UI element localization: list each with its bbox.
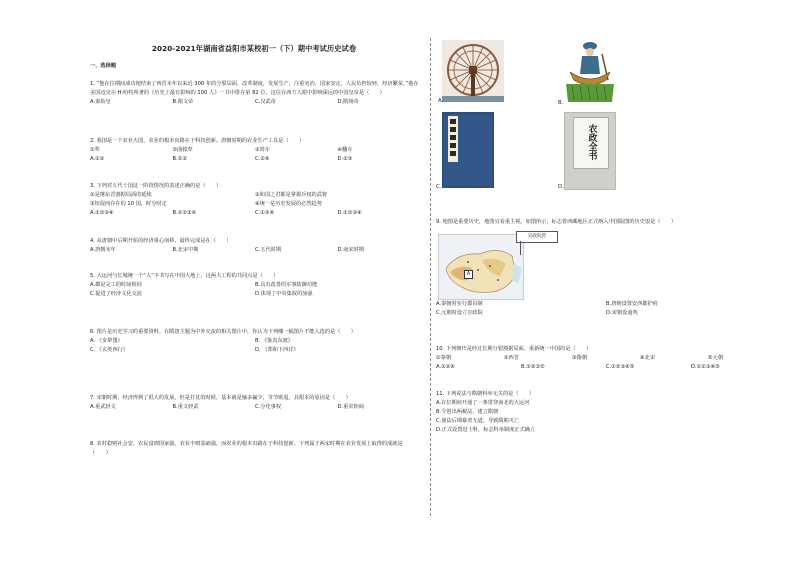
exam-title: 2020-2021年湖南省益阳市某校初一（下）期中考试历史试卷 (151, 44, 357, 53)
items-row (436, 354, 776, 363)
option-d[interactable]: D.体现了中央集权的加强 (255, 291, 313, 297)
question-10 (436, 345, 776, 372)
option-a[interactable]: A.唐朝末年 (90, 247, 116, 253)
option-a[interactable]: A. 《步辇图》 (90, 338, 123, 344)
map-image (438, 234, 524, 300)
options-row (90, 98, 420, 107)
question-7 (90, 394, 420, 412)
option-label: B. (558, 100, 564, 106)
item: ②曲辕犁 (172, 147, 193, 153)
option-b[interactable]: B.北宋中期 (172, 247, 199, 253)
question-stem: 2. 我国是一个农业大国，农业的根本出路在于科技创新。唐朝时期的农业生产工具是（ ） (90, 138, 305, 144)
question-stem: 5. 大运河与长城统一个“人”字书写在中国大地上，这两大工程的共同点是（ ） (90, 273, 279, 279)
item: ④翻车 (337, 147, 353, 153)
item: ④北宋 (640, 355, 656, 361)
option-b[interactable]: B.令创出两税法，建立隋朝 (436, 409, 499, 415)
option-c[interactable]: C.①②③④⑤ (606, 364, 635, 370)
option-c[interactable]: C. 《玄奘西行》 (90, 347, 129, 353)
question-9 (436, 218, 776, 227)
option-d[interactable]: D.①②③④ (337, 210, 362, 216)
question-9-options (436, 300, 776, 318)
image-option-a[interactable] (438, 40, 504, 104)
question-stem: 6. 图片是历史学习的重要资料。在隋唐主题为中外交流的相关图片中，你认为下列哪一幅图片不能入选的是（ ） (90, 329, 356, 335)
question-6 (90, 328, 420, 355)
item: ②和国之君都是掌握兵权的武将 (255, 192, 328, 198)
options-row (90, 246, 420, 255)
question-stem: 9. 地图是重要历史，地图宜看重主视。如图所示，标志着西藏地区正式纳入中国版图的历史很是（ ） (436, 219, 677, 225)
farmer-boat-icon (564, 40, 616, 104)
option-d[interactable]: D.南宋时期 (337, 247, 364, 253)
options-row (436, 363, 776, 372)
option-b[interactable]: B. 《鉴真东渡》 (255, 338, 293, 344)
option-a[interactable]: A.①② (90, 156, 105, 162)
option-b[interactable]: B.具有改善的军事防御功能 (255, 282, 318, 288)
options-row (90, 281, 420, 299)
question-3 (90, 182, 420, 218)
question-stem: 10. 下列朝代是经过长期分裂割据局面，重新统一中国的是（ ） (436, 346, 592, 352)
option-a[interactable]: A.都是完工的时间相同 (90, 282, 142, 288)
option-c[interactable]: C.使法后期暴虐无道，导致隋朝灭亡 (436, 418, 520, 424)
option-a[interactable]: A.秦始皇 (90, 99, 111, 105)
option-c[interactable]: C.汉武帝 (255, 99, 276, 105)
option-c[interactable]: C.②④ (255, 156, 270, 162)
option-a[interactable]: A.①②④ (436, 364, 456, 370)
question-stem: 11. 下列说法与隋朝科举无关的是（ ） (436, 391, 535, 397)
item: ②西晋 (504, 355, 520, 361)
question-8 (90, 440, 420, 458)
items-row (90, 191, 420, 209)
item: ③筒车 (255, 147, 271, 153)
image-option-b[interactable] (558, 40, 616, 106)
item: ③短促而存在的 10 国，时分时定 (90, 201, 167, 207)
option-label: A. (438, 98, 444, 104)
question-stem: 7. 宋朝时期，经济得到了很大的发展，但是打仗的时候，基本就是输多赢少，节节败退，其根本的原因是（ ） (90, 395, 351, 401)
option-d[interactable]: D.隋炀帝 (337, 99, 359, 105)
book-title-box (573, 117, 609, 169)
option-d[interactable]: D.②③ (337, 156, 353, 162)
question-stem: 3. 下列对五代十国这一阶段情况的表述正确的是（ ） (90, 183, 222, 189)
option-b[interactable]: B.唐朝设置安西都护府 (606, 301, 658, 307)
image-option-c[interactable] (436, 112, 494, 190)
option-label: C. (436, 184, 442, 190)
options-row (90, 209, 420, 218)
options-list (436, 399, 776, 435)
option-b[interactable]: B.①②③④ (172, 210, 197, 216)
option-b[interactable]: B.①②③⑤ (521, 364, 545, 370)
question-11 (436, 390, 776, 435)
options-row (90, 337, 420, 355)
item: ①秦朝 (436, 355, 452, 361)
book-cover (564, 112, 616, 190)
option-d[interactable]: D. 《郑和下西洋》 (255, 347, 299, 353)
option-c[interactable]: C.①③④ (255, 210, 275, 216)
option-a[interactable]: A.重武轻文 (90, 404, 116, 410)
option-c[interactable]: C.五代时期 (255, 247, 282, 253)
question-1 (90, 80, 420, 107)
item: ④统一是历史发展的必然趋势 (255, 201, 322, 207)
question-2 (90, 137, 420, 164)
map-callout: 宣政院管 (516, 231, 558, 243)
question-stem: 4. 从唐朝中后期开始的经济重心南移，最终完成是在（ ） (90, 238, 232, 244)
options-row (436, 300, 776, 318)
item: ③隋朝 (572, 355, 588, 361)
option-d[interactable]: D.重农抑商 (337, 404, 364, 410)
callout-line (520, 241, 521, 255)
items-row (90, 146, 420, 155)
option-c[interactable]: C.元朝时设立宣政院 (436, 310, 483, 316)
section-heading: 一、选择题 (90, 63, 116, 69)
option-b[interactable]: B.隋文帝 (172, 99, 194, 105)
water-wheel-icon (442, 40, 504, 102)
question-stem: 8. 农村稳则社会安，农民富则国家强，农业丰则基础强，而农业的根本出路在于科技创新。下列属于两宋时期在农业发展上取得的成就是（ ） (90, 441, 403, 456)
option-d[interactable]: D.正式设置进士科，标志科举制度正式确立 (436, 427, 536, 433)
option-c[interactable]: C.促进了经济文化交流 (90, 291, 142, 297)
item: ⑤元朝 (708, 355, 724, 361)
book-title: 农政全书 (586, 124, 597, 160)
image-option-d[interactable] (558, 112, 616, 190)
question-4 (90, 237, 420, 255)
option-d[interactable]: D.①②③④⑤ (691, 364, 720, 370)
option-b[interactable]: B.重文轻武 (172, 404, 199, 410)
option-d[interactable]: D.宋朝设通判 (606, 310, 638, 316)
options-row (90, 155, 420, 164)
map-marker: A (464, 270, 473, 279)
book-cover-icon (442, 112, 494, 188)
option-label: D. (558, 184, 564, 190)
option-a[interactable]: A.①②③④ (90, 210, 114, 216)
item: ①犁 (90, 147, 100, 153)
item: ①是继东晋割据局面的延续 (90, 192, 152, 198)
options-row (90, 403, 420, 412)
question-5 (90, 272, 420, 299)
option-a[interactable]: A.在位期间开通了一条贯穿南北的大运河 (436, 400, 530, 406)
option-b[interactable]: B.①③ (172, 156, 188, 162)
map-figure (438, 234, 547, 300)
column-divider (430, 38, 431, 516)
question-stem: 1. “他在位期间成功地结束了西晋末年以来近 300 年的分裂局面，改革制度，发展生产，注重吏治，国家安定，人民负担较轻，经济繁荣。”他在美国迈克尔·H·哈特所著的《历史上最有影响的 100 人》一书中排在第 82 位。这位在西方人眼中影响深远的中国皇帝是（ ） (90, 81, 419, 96)
option-c[interactable]: C.分化事权 (255, 404, 282, 410)
option-a[interactable]: A.秦朝时实行郡县制 (436, 301, 483, 307)
